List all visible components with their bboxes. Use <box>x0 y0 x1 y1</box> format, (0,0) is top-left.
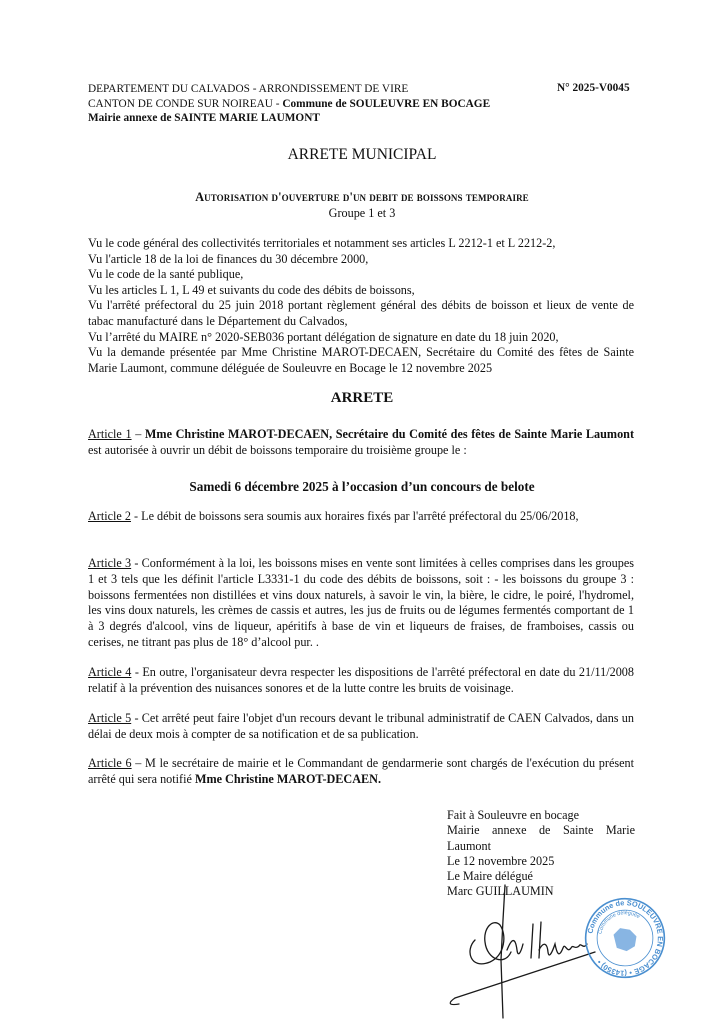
beverage-group: Groupe 1 et 3 <box>328 206 396 220</box>
article-text: - Cet arrêté peut faire l'objet d'un recours devant le tribunal administratif de CAEN Calvados, dans un délai de deux mois à compter de sa notification et de sa publication. <box>88 711 634 741</box>
consideration-item: Vu le code de la santé publique, <box>88 267 244 282</box>
considerations-list <box>88 236 634 376</box>
article-label: Article 4 <box>88 665 132 679</box>
signature-mairie: Mairie annexe de Sainte Marie <box>447 823 635 838</box>
consideration-item: Vu la demande présentée par Mme Christine MAROT-DECAEN, Secrétaire du Comité des fêtes de Sainte Marie Laumont, commune déléguée de Souleuvre en Bocage le 12 novembre 2025 <box>88 345 634 375</box>
article-text: - En outre, l'organisateur devra respecter les dispositions de l'arrêté préfectoral en date du 21/11/2008 relatif à la prévention des nuisances sonores et de la lutte contre les bruits de voisinage. <box>88 665 634 695</box>
article-text: - Le débit de boissons sera soumis aux horaires fixés par l'arrêté préfectoral du 25/06/2018, <box>130 509 579 523</box>
article-1 <box>88 427 634 459</box>
page-title: ARRETE MUNICIPAL <box>287 146 437 163</box>
article-label: Article 6 <box>88 756 132 770</box>
article-separator: – <box>131 427 145 441</box>
signature-date: Le 12 novembre 2025 <box>447 853 555 868</box>
svg-text:Commune déléguée: Commune déléguée <box>597 910 641 935</box>
article-3 <box>88 556 634 651</box>
letterhead <box>88 82 490 126</box>
article-2 <box>88 509 634 525</box>
consideration-item: Vu le code général des collectivités territoriales et notamment ses articles L 2212-1 et L 2212-2, <box>88 236 556 250</box>
canton-text: CANTON DE CONDE SUR NOIREAU - <box>88 97 283 110</box>
consideration-item: Vu les articles L 1, L 49 et suivants du code des débits de boissons, <box>88 282 415 297</box>
article-5 <box>88 711 634 743</box>
letterhead-mairie: Mairie annexe de SAINTE MARIE LAUMONT <box>88 112 320 124</box>
event-description: Samedi 6 décembre 2025 à l’occasion d’un concours de belote <box>189 479 535 494</box>
article-text: – M le secrétaire de mairie et le Commandant de gendarmerie sont chargés de l'exécution du présent arrêté qui sera notifié <box>88 756 634 786</box>
article-label: Article 1 <box>88 427 132 441</box>
article-label: Article 5 <box>88 711 132 725</box>
document-subtitle: Autorisation d'ouverture d'un debit de boissons temporaire <box>195 190 529 204</box>
letterhead-canton <box>88 97 490 112</box>
handwritten-signature-icon <box>445 880 605 1020</box>
article-text: - Conformément à la loi, les boissons mises en vente sont limitées à celles comprises dans les groupes 1 et 3 tels que les définit l'article L3331-1 du code des débits de boissons, soit : - les boissons du groupe 3 : boissons fermentées non distillées et vins doux naturels, à savoir le vin, la bière, le cidre, le poiré, l'hydromel, les vins doux naturels, les crèmes de cassis et autres, les jus de fruits ou de légumes fermentés comportant de 1 à 3 degrés d'alcool, vins de liqueur, apéritifs à base de vin et liqueurs de fraises, de framboises, cassis ou cerises, ne titrant pas plus de 18° d’alcool pur. . <box>88 556 634 649</box>
article-6 <box>88 756 634 788</box>
article-beneficiary: Mme Christine MAROT-DECAEN, Secrétaire du Comité des fêtes de Sainte Marie Laumont <box>144 427 634 441</box>
consideration-item: Vu l'article 18 de la loi de finances du 30 décembre 2000, <box>88 251 369 266</box>
signature-name: Marc GUILLAUMIN <box>447 884 554 899</box>
consideration-item: Vu l'arrêté préfectoral du 25 juin 2018 portant règlement général des débits de boisson et lieux de vente de tabac manufacturé dans le Département du Calvados, <box>88 298 634 328</box>
reference-number: N° 2025-V0045 <box>557 82 630 94</box>
article-label: Article 2 <box>88 509 131 523</box>
official-stamp-icon <box>584 897 666 979</box>
svg-text:Commune de SOULEUVRE EN BOCAGE: Commune de SOULEUVRE EN BOCAGE • (14350) • <box>585 898 665 978</box>
letterhead-department: DEPARTEMENT DU CALVADOS - ARRONDISSEMENT DE VIRE <box>88 83 409 95</box>
signature-place: Fait à Souleuvre en bocage <box>447 808 579 822</box>
article-notified-person: Mme Christine MAROT-DECAEN. <box>194 771 382 786</box>
arrete-heading: ARRETE <box>330 390 394 406</box>
article-4 <box>88 665 634 697</box>
consideration-item: Vu l’arrêté du MAIRE n° 2020-SEB036 portant délégation de signature en date du 18 juin 2020, <box>88 329 559 344</box>
commune-text: Commune de SOULEUVRE EN BOCAGE <box>282 97 491 110</box>
signature-role: Le Maire délégué <box>447 869 533 884</box>
article-label: Article 3 <box>88 556 132 570</box>
article-text: est autorisée à ouvrir un débit de boissons temporaire du troisième groupe le : <box>88 442 467 457</box>
signature-mairie-cont: Laumont <box>447 838 492 853</box>
